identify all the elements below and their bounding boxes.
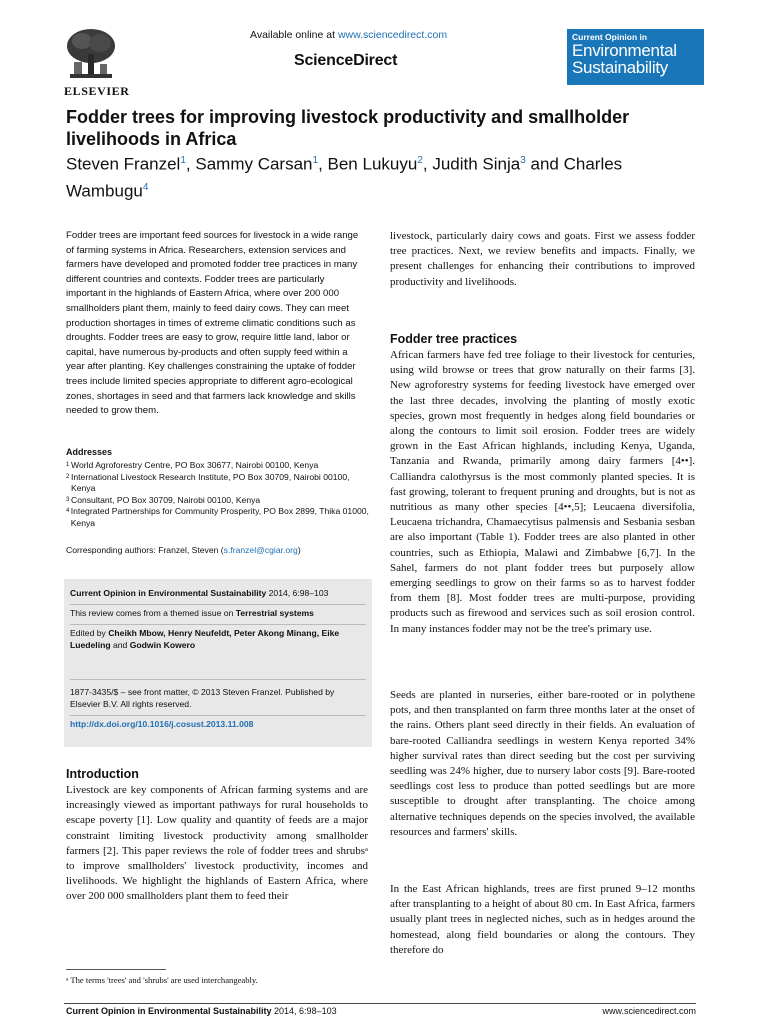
edited-prefix: Edited by xyxy=(70,628,109,638)
journal-line3: Sustainability xyxy=(572,58,668,77)
footer-rest: 2014, 6:98–103 xyxy=(271,1006,337,1016)
editors: Cheikh Mbow, Henry Neufeldt, Peter Akong Minang, Eike Luedeling xyxy=(70,628,340,650)
footer-journal: Current Opinion in Environmental Sustainability xyxy=(66,1006,272,1016)
footnote-rule xyxy=(66,969,166,970)
corresponding-email[interactable]: s.franzel@cgiar.org xyxy=(223,545,298,555)
author-list: Steven Franzel$^1$, Sammy Carsan$^1$, Ben Lukuyu$^2$, Judith Sinja$^3$ and Charles Wambugu$^4$ xyxy=(66,154,623,201)
author-affiliation-ref[interactable]: 1 xyxy=(180,155,186,166)
citation-journal: Current Opinion in Environmental Sustainability xyxy=(70,588,267,598)
address-item xyxy=(66,460,376,472)
copyright-line: 1877-3435/$ – see front matter, © 2013 Steven Franzel. Published by Elsevier B.V. All rights reserved. xyxy=(70,687,335,709)
editors-line xyxy=(70,628,366,651)
address-text: Consultant, PO Box 30709, Nairobi 00100, Kenya xyxy=(71,494,261,505)
introduction-text: Livestock are key components of African farming systems and are increasingly viewed as important pathways for rural households to escape poverty [1]. Low quality and quantity of feeds are a major constraint limiting livestock productivity among smallholder farmers [2]. This paper reviews the role of fodder trees and shrubsᵃ to improve smallholders' livestock productivity, incomes and livelihoods. We highlight the highlands of Eastern Africa, where over 200 000 smallholders plant them to feed their xyxy=(66,784,368,903)
address-number: 1 xyxy=(66,462,70,468)
address-list xyxy=(66,460,376,530)
themed-topic: Terrestrial systems xyxy=(235,608,314,618)
paragraph-2: Seeds are planted in nurseries, either bare-rooted or in polythene pots, and then transplanted on farm three months later at the onset of the rains. Others plant seed directly in their fields. An evaluation of bare-rooted Calliandra seedlings in western Kenya reported 34% higher survival rates than direct seeding but the cost per surviving seedling was 24% higher, due to nursery labor costs [9]. Bare-rooted seedlings cost less to produce than potted seedlings but are more susceptible to drought after transplanting. The choice among alternative techniques depends on the species involved, the available resources and farmers' skills. xyxy=(390,689,695,838)
author-name: Steven Franzel xyxy=(66,154,181,174)
journal-line2: Environmental xyxy=(572,41,677,60)
address-number: 2 xyxy=(66,473,70,480)
article-info-box xyxy=(64,579,372,747)
citation-line xyxy=(70,588,366,600)
continuation-paragraph: livestock, particularly dairy cows and goats. First we assess fodder tree practices. Next, we review benefits and impacts. Finally, we present challenges for enhancing their contributions to improved productivity and livelihoods. xyxy=(390,230,695,288)
citation-rest: 2014, 6:98–103 xyxy=(266,588,329,598)
author-name: Judith Sinja xyxy=(432,154,521,174)
elsevier-tree-logo xyxy=(64,26,118,82)
address-item xyxy=(66,506,376,529)
abstract: Fodder trees are important feed sources for livestock in a wide range of farming systems in Africa. Researchers, extension services and farmers have developed and promoted fodder tree practices in many different countries and contexts. Fodder trees are particularly important in the highlands of Eastern Africa, where over 200 000 smallholders plant them, mainly to feed dairy cows. They can meet production shortages in times of extreme climatic conditions such as droughts. Fodder trees are easy to grow, require little land, labor or capital, have numerous by-products and often supply feed within a year after planting. Key challenges constraining the uptake of fodder trees include limited species appropriate to different agro-ecological zones, shortages in seed and that farmers lack knowledge and skills needed to grow them. xyxy=(66,230,359,417)
author-affiliation-ref[interactable]: 3 xyxy=(520,155,526,166)
corresponding-prefix: Corresponding authors: Franzel, Steven ( xyxy=(66,545,224,555)
footer-url[interactable]: www.sciencedirect.com xyxy=(602,1006,696,1016)
corresponding-authors xyxy=(66,545,366,555)
author-name: Charles Wambugu xyxy=(66,154,623,201)
themed-issue-line xyxy=(70,608,366,620)
available-prefix: Available online at xyxy=(250,29,338,41)
footer-citation xyxy=(66,1006,337,1016)
publisher-name: ELSEVIER xyxy=(64,84,130,98)
available-online xyxy=(250,29,480,41)
addresses-heading: Addresses xyxy=(66,447,113,457)
address-text: World Agroforestry Centre, PO Box 30677, Nairobi 00100, Kenya xyxy=(71,460,319,470)
paragraph-3: In the East African highlands, trees are first pruned 9–12 months after transplanting to a height of about 80 cm. In East Africa, farmers usually plant trees in neglected niches, such as in hedges around the homestead, along field boundaries or along the contours. They therefore do xyxy=(390,883,695,956)
author-affiliation-ref[interactable]: 2 xyxy=(417,155,423,166)
address-item xyxy=(66,495,376,507)
address-number: 3 xyxy=(66,496,70,503)
author-affiliation-ref[interactable]: 4 xyxy=(142,181,149,193)
doi-line xyxy=(70,719,366,731)
doi-link[interactable]: http://dx.doi.org/10.1016/j.cosust.2013.11.008 xyxy=(70,719,254,729)
author-name: Ben Lukuyu xyxy=(327,154,418,174)
address-item xyxy=(66,472,376,495)
sciencedirect-link[interactable]: www.sciencedirect.com xyxy=(337,29,448,41)
journal-badge xyxy=(567,29,704,85)
article-title: Fodder trees for improving livestock productivity and smallholder livelihoods in Africa xyxy=(66,107,630,149)
address-text: Integrated Partnerships for Community Prosperity, PO Box 2899, Thika 01000, Kenya xyxy=(70,506,369,528)
journal-line1: Current Opinion in xyxy=(572,32,648,42)
section-heading: Fodder tree practices xyxy=(390,332,518,346)
footnote: ᵃ The terms 'trees' and 'shrubs' are used interchangeably. xyxy=(66,975,258,985)
address-number: 4 xyxy=(66,508,70,515)
author-name: Sammy Carsan xyxy=(195,154,313,174)
footer-rule xyxy=(64,1003,696,1004)
editors-and: and xyxy=(110,639,130,650)
address-text: International Livestock Research Institute, PO Box 30709, Nairobi 00100, Kenya xyxy=(71,471,350,494)
author-affiliation-ref[interactable]: 1 xyxy=(312,155,319,166)
themed-prefix: This review comes from a themed issue on xyxy=(70,608,236,618)
paragraph-1: African farmers have fed tree foliage to their livestock for centuries, using wild browse or trees that grow naturally on their farms [3]. New agroforestry systems for feeding livestock have emerged over the last three decades, involving the planting of mostly exotic species, grown most frequently in hedges along field boundaries or along the contours to limit soil erosion. Fodder trees are widely grown in the East African highlands, including Kenya, Uganda, Tanzania and Rwanda, primarily among dairy farmers [4••]. Calliandra calothyrsus is the most commonly planted species. It is fast growing, tolerant to frequent pruning and droughts, but is not as nutritious as many other species [4••,5]; Leucaena diversifolia, Leucaena trichandra, Chamaecytisus palmensis and Sesbania sesban are also important (Table 1). Fodder trees are also planted in other countries, such as Ethiopia, Malawi and Zimbabwe [6,7]. In the Sahel, farmers do not plant fodder trees but purposely allow emerging seedlings to grow on their farms so as to harvest fodder from them [8]. Most fodder trees are multi-purpose, providing products such as firewood and services such as soil erosion control. In many instances fodder may not be the tree's primary use. xyxy=(390,349,695,635)
corresponding-suffix: ) xyxy=(297,545,301,555)
platform-name: ScienceDirect xyxy=(294,52,398,69)
editor-last: Godwin Kowero xyxy=(129,639,196,650)
introduction-heading: Introduction xyxy=(66,767,139,781)
